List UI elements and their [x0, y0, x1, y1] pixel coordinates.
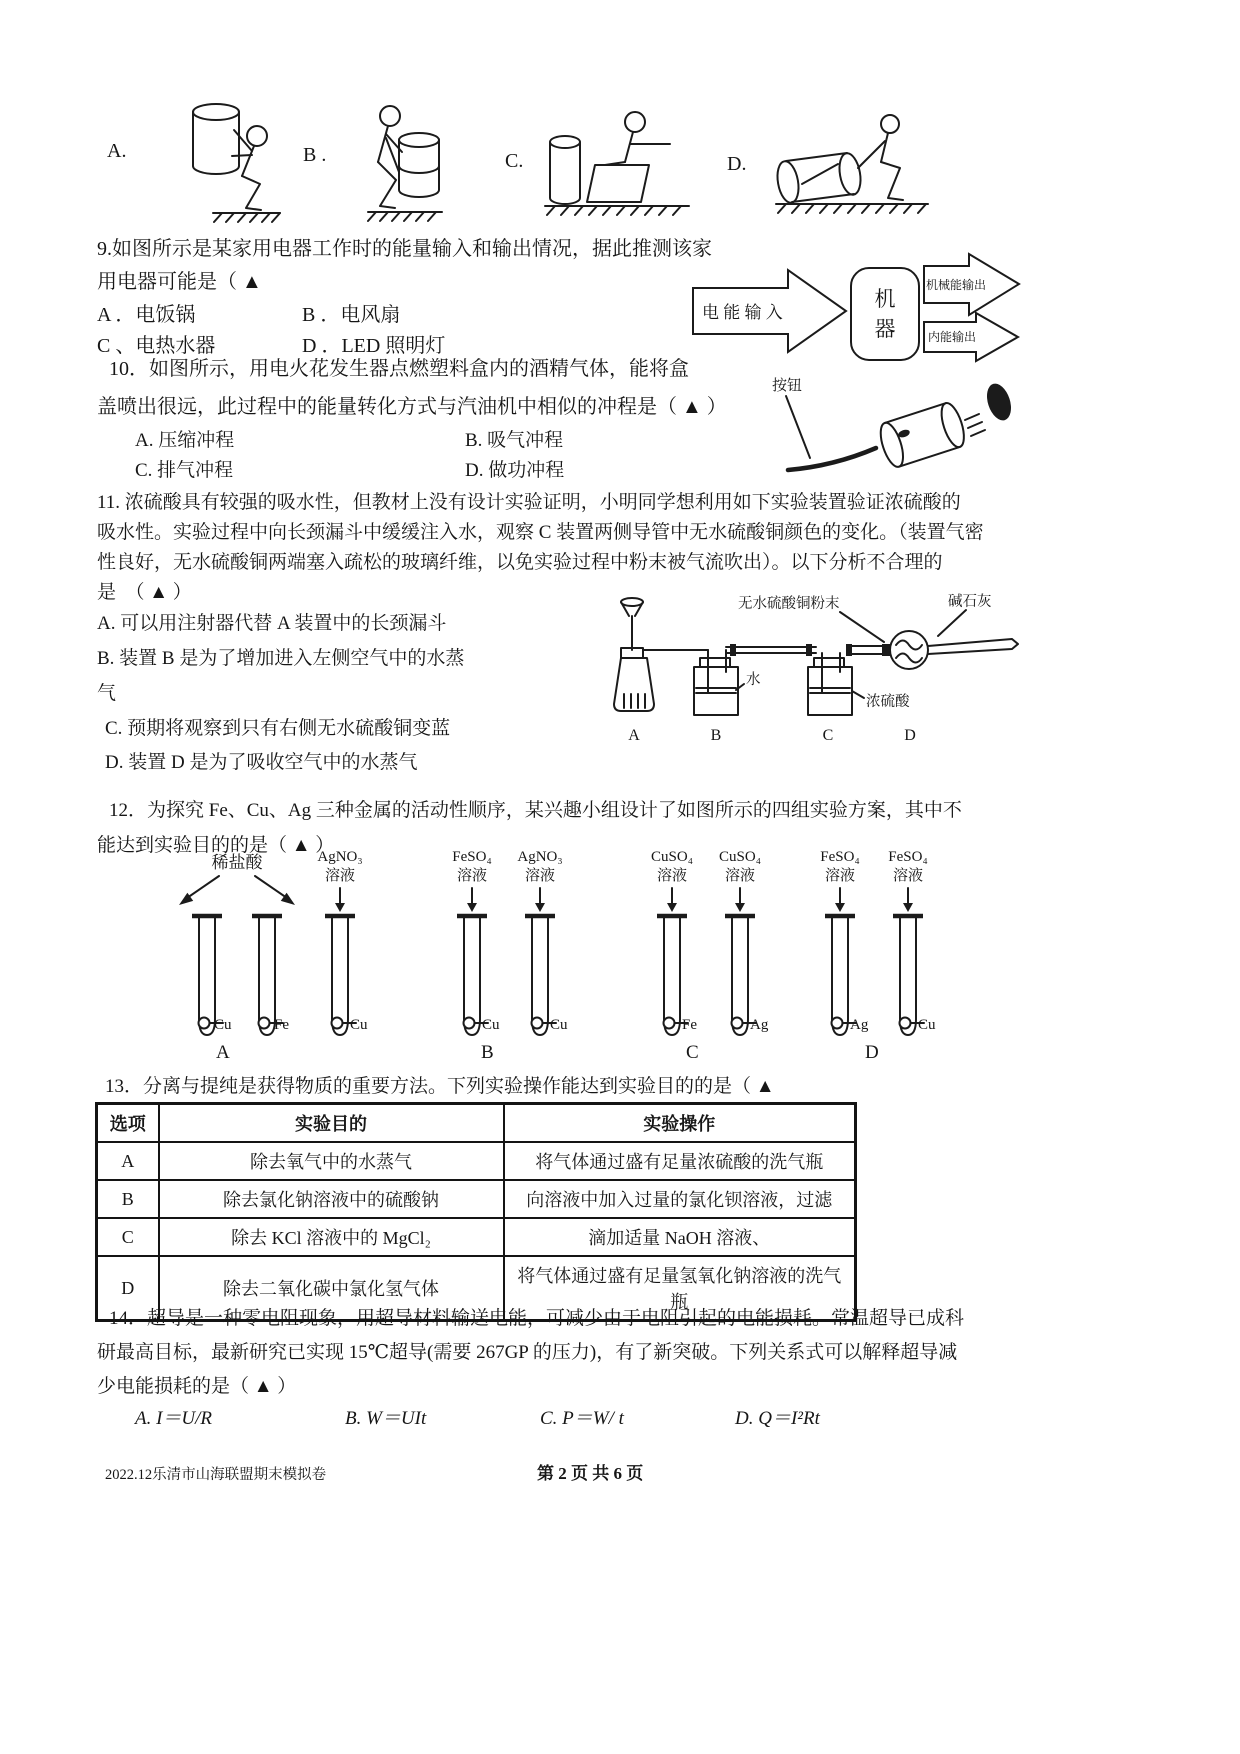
cell-purpose: 除去氯化钠溶液中的硫酸钠 — [159, 1180, 504, 1218]
purification-table — [95, 1102, 857, 1322]
q13-line1: 13．分离与提纯是获得物质的重要方法。下列实验操作能达到实验目的的是（ ▲ — [105, 1076, 775, 1097]
q10-option-a: A. 压缩冲程 — [135, 430, 235, 451]
sodalime-label: 碱石灰 — [948, 594, 992, 610]
group-letter-b: B — [481, 1042, 494, 1063]
q10-line1: 10．如图所示，用电火花发生器点燃塑料盒内的酒精气体，能将盒 — [109, 358, 689, 380]
q11-line3: 性良好，无水硫酸铜两端塞入疏松的玻璃纤维，以免实验过程中粉末被气流吹出）。以下分析不合理的 — [97, 552, 943, 573]
q9-option-b: B ．电风扇 — [302, 304, 401, 326]
q14-line3: 少电能损耗的是（ ▲ ） — [97, 1376, 297, 1397]
reagent-label — [651, 848, 693, 888]
group-letter-c: C — [686, 1042, 699, 1063]
q11-option-b-line2: 气 — [97, 683, 117, 704]
table-row — [97, 1142, 856, 1180]
test-tube-unit — [705, 848, 775, 1044]
input-arrow-label: 电 能 输 入 — [702, 303, 783, 322]
test-tube-unit — [505, 848, 575, 1044]
apparatus-letter-d: D — [904, 727, 916, 744]
apparatus-letter-c: C — [822, 727, 834, 744]
q11-line1: 11. 浓硫酸具有较强的吸水性，但教材上没有设计实验证明，小明同学想利用如下实验装置验证浓硫酸的 — [97, 492, 961, 513]
cell-option: A — [97, 1142, 159, 1180]
reagent-word: 溶液 — [324, 868, 355, 884]
reagent-formula: FeSO₄ — [888, 849, 928, 865]
test-tube-unit — [305, 848, 375, 1044]
metal-label: Cu — [918, 1017, 936, 1033]
spark-generator-illustration — [752, 366, 1022, 486]
q11-option-b-line1: B. 装置 B 是为了增加进入左侧空气中的水蒸 — [97, 648, 465, 669]
q8-option-c-label: C. — [505, 150, 524, 172]
header-purpose: 实验目的 — [159, 1104, 504, 1143]
q10-option-b: B. 吸气冲程 — [465, 430, 564, 451]
q9-line1: 9.如图所示是某家用电器工作时的能量输入和输出情况，据此推测该家 — [97, 238, 712, 260]
q11-option-d: D. 装置 D 是为了吸收空气中的水蒸气 — [105, 752, 418, 773]
stick-figure-d-rolling-barrel-illustration — [762, 108, 937, 226]
q11-option-a: A. 可以用注射器代替 A 装置中的长颈漏斗 — [97, 613, 447, 634]
stick-figure-c-sitting-barrel-illustration — [537, 104, 702, 226]
test-tube-unit — [873, 848, 943, 1044]
footer-page-number: 第 2 页 共 6 页 — [537, 1464, 644, 1483]
output-top-arrow-label: 机械能输出 — [926, 278, 987, 292]
reagent-label — [317, 848, 362, 888]
cell-purpose: 除去二氧化碳中氯化氢气体 — [159, 1256, 504, 1321]
q11-line2: 吸水性。实验过程中向长颈漏斗中缓缓注入水，观察 C 装置两侧导管中无水硫酸铜颜色的变化。（装置气密 — [97, 522, 984, 543]
split-arrows-icon — [157, 874, 317, 910]
reagent-label — [517, 848, 562, 888]
q14-line2: 研最高目标，最新研究已实现 15℃超导(需要 267GP 的压力)，有了新突破。下列关系式可以解释超导减 — [97, 1342, 958, 1363]
test-tube-unit — [437, 848, 507, 1044]
output-bottom-arrow-label: 内能输出 — [928, 330, 977, 344]
reagent-word: 溶液 — [456, 868, 487, 884]
q9-option-c: C 、电热水器 — [97, 335, 216, 357]
down-arrow-icon — [333, 888, 347, 912]
apparatus-letter-b: B — [710, 727, 722, 744]
table-row — [97, 1218, 856, 1256]
cell-option: D — [97, 1256, 159, 1321]
footer-exam-title: 2022.12乐清市山海联盟期末模拟卷 — [105, 1467, 327, 1483]
header-option: 选项 — [97, 1104, 159, 1143]
reagent-formula: CuSO₄ — [719, 849, 761, 865]
down-arrow-icon — [465, 888, 479, 912]
cell-operation: 将气体通过盛有足量浓硫酸的洗气瓶 — [504, 1142, 856, 1180]
down-arrow-icon — [533, 888, 547, 912]
cell-operation: 滴加适量 NaOH 溶液、 — [504, 1218, 856, 1256]
cell-operation: 向溶液中加入过量的氯化钡溶液，过滤 — [504, 1180, 856, 1218]
header-operation: 实验操作 — [504, 1104, 856, 1143]
reagent-word: 溶液 — [824, 868, 855, 884]
metal-activity-experiment-figure — [140, 848, 1120, 1070]
q8-option-a-label: A. — [107, 140, 127, 162]
powder-label: 无水硫酸铜粉末 — [738, 596, 840, 612]
q9-option-d: D ．LED 照明灯 — [302, 335, 446, 357]
down-arrow-icon — [833, 888, 847, 912]
q14-option-a: A. I＝U/R — [135, 1408, 213, 1429]
test-tube-unit — [637, 848, 707, 1044]
button-label: 按钮 — [772, 378, 803, 394]
acid-label: 浓硫酸 — [866, 694, 910, 710]
reagent-label — [820, 848, 859, 888]
cell-operation: 将气体通过盛有足量氢氧化钠溶液的洗气瓶 — [504, 1256, 856, 1321]
q9-line2: 用电器可能是（ ▲ — [97, 271, 262, 293]
stick-figure-b-holding-barrel-illustration — [342, 100, 472, 226]
reagent-label: 稀盐酸 — [211, 853, 263, 872]
reagent-word: 溶液 — [724, 868, 755, 884]
reagent-label — [719, 848, 761, 888]
q8-option-d-label: D. — [727, 153, 747, 175]
down-arrow-icon — [665, 888, 679, 912]
metal-label: Ag — [850, 1017, 869, 1033]
cell-option: B — [97, 1180, 159, 1218]
reagent-word: 溶液 — [524, 868, 555, 884]
cell-purpose: 除去氧气中的水蒸气 — [159, 1142, 504, 1180]
reagent-word: 溶液 — [656, 868, 687, 884]
q11-line4: 是 （ ▲ ） — [97, 582, 192, 603]
metal-label: Fe — [682, 1017, 697, 1033]
reagent-formula: CuSO₄ — [651, 849, 693, 865]
q9-option-a: A ．电饭锅 — [97, 304, 196, 326]
stick-figure-a-lifting-barrel-illustration — [168, 96, 308, 224]
q11-option-c: C. 预期将观察到只有右侧无水硫酸铜变蓝 — [105, 718, 451, 739]
dilute-hcl-pair — [157, 848, 317, 1033]
reagent-label — [888, 848, 927, 888]
q12-line2: 能达到实验目的的是（ ▲ ） — [97, 835, 335, 856]
group-letter-d: D — [865, 1042, 879, 1063]
reagent-formula: FeSO₄ — [820, 849, 860, 865]
down-arrow-icon — [733, 888, 747, 912]
q14-option-c: C. P＝W/ t — [540, 1408, 624, 1429]
q14-option-b: B. W＝UIt — [345, 1408, 427, 1429]
test-tube-unit — [805, 848, 875, 1044]
machine-box-label-line2: 器 — [874, 317, 896, 341]
q8-option-b-label: B . — [303, 144, 327, 166]
q10-option-c: C. 排气冲程 — [135, 460, 234, 481]
cell-option: C — [97, 1218, 159, 1256]
apparatus-letter-a: A — [628, 727, 640, 744]
reagent-formula: AgNO₃ — [317, 849, 363, 865]
metal-label: Cu — [482, 1017, 500, 1033]
reagent-label — [452, 848, 491, 888]
metal-label: Ag — [750, 1017, 769, 1033]
reagent-formula: AgNO₃ — [517, 849, 563, 865]
table-row — [97, 1180, 856, 1218]
reagent-formula: FeSO₄ — [452, 849, 492, 865]
metal-label: Cu — [350, 1017, 368, 1033]
q10-option-d: D. 做功冲程 — [465, 460, 565, 481]
table-header-row — [97, 1104, 856, 1143]
metal-label: Cu — [214, 1017, 232, 1033]
metal-label: Cu — [550, 1017, 568, 1033]
cell-purpose: 除去 KCl 溶液中的 MgCl₂ — [159, 1218, 504, 1256]
water-label: 水 — [746, 672, 761, 688]
energy-input-output-diagram — [688, 238, 1020, 366]
q10-line2: 盖喷出很远，此过程中的能量转化方式与汽油机中相似的冲程是（ ▲ ） — [97, 396, 727, 418]
down-arrow-icon — [901, 888, 915, 912]
metal-label: Fe — [274, 1017, 289, 1033]
sulfuric-acid-apparatus-diagram — [588, 592, 1018, 744]
q14-line1: 14．超导是一种零电阻现象，用超导材料输送电能，可减少由于电阻引起的电能损耗。常温超导已成科 — [109, 1308, 965, 1329]
machine-box-label-line1: 机 — [874, 287, 896, 311]
q12-line1: 12．为探究 Fe、Cu、Ag 三种金属的活动性顺序，某兴趣小组设计了如图所示的四组实验方案，其中不 — [109, 800, 962, 821]
group-letter-a: A — [216, 1042, 230, 1063]
reagent-word: 溶液 — [892, 868, 923, 884]
q14-option-d: D. Q＝I²Rt — [735, 1408, 820, 1429]
